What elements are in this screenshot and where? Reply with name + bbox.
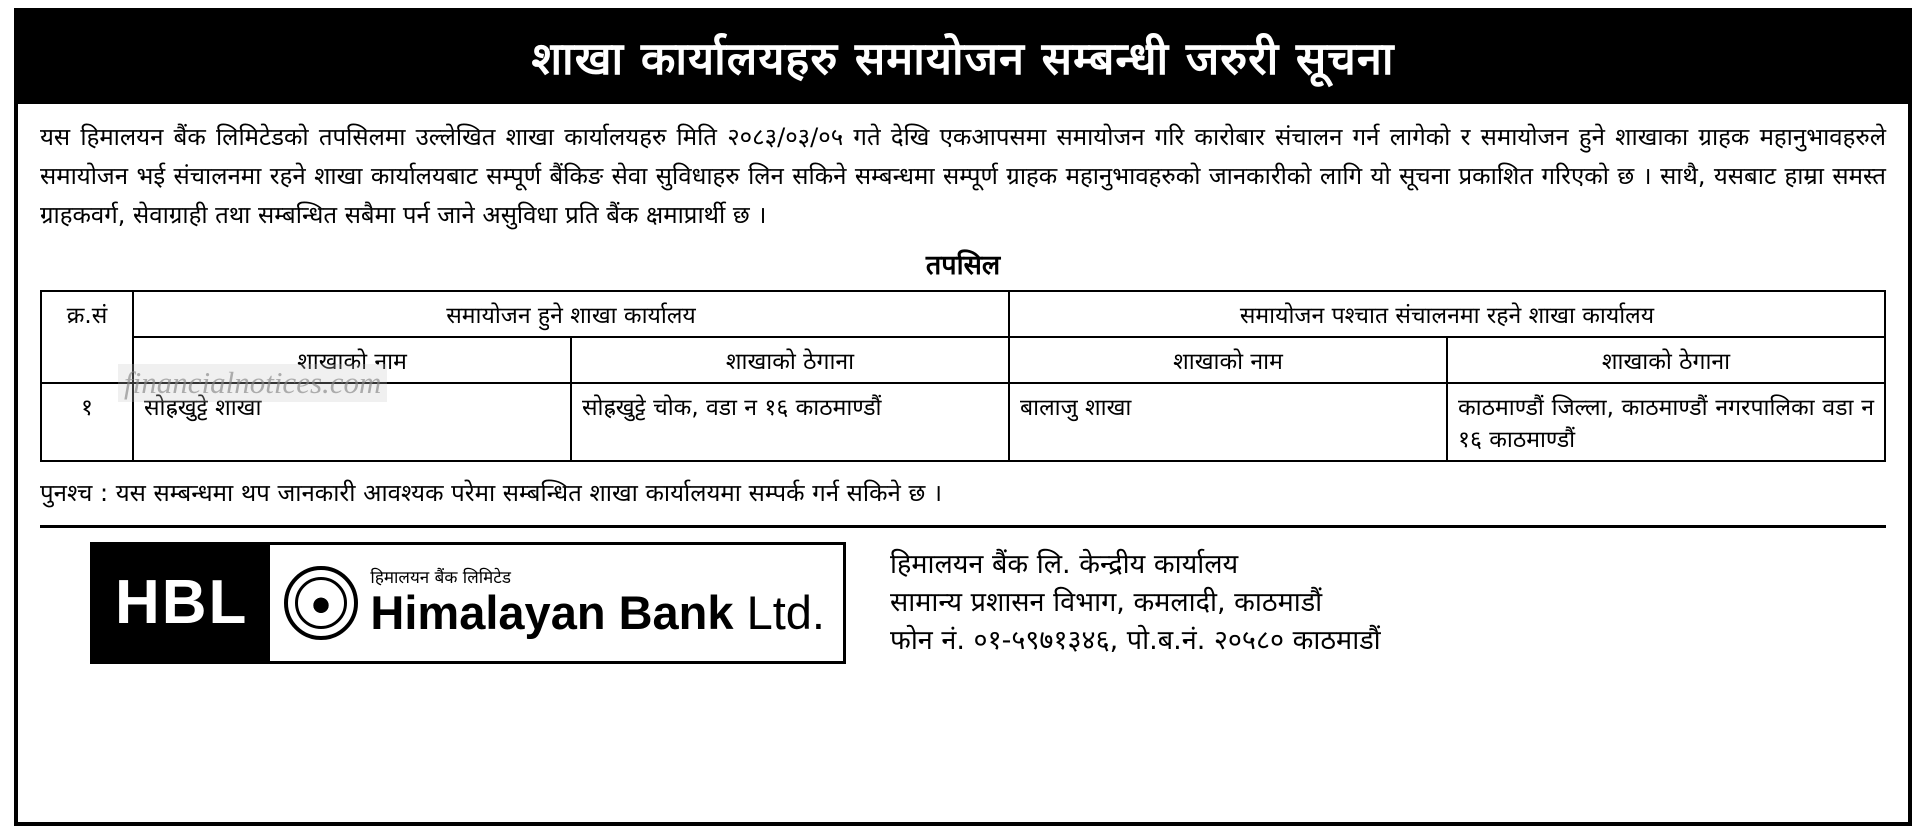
watermark: financialnotices.com bbox=[118, 364, 387, 402]
table-group-header-row bbox=[41, 291, 1885, 337]
header-serial-number: क्र.सं bbox=[41, 291, 133, 383]
header-merging-branch: समायोजन हुने शाखा कार्यालय bbox=[133, 291, 1009, 337]
head-office-address bbox=[890, 546, 1381, 659]
address-line-1: हिमालयन बैंक लि. केन्द्रीय कार्यालय bbox=[890, 548, 1239, 580]
cell-branch-name-2: बालाजु शाखा bbox=[1009, 383, 1447, 461]
notice-frame bbox=[14, 8, 1912, 826]
table-row bbox=[41, 383, 1885, 461]
notice-body bbox=[18, 104, 1908, 664]
cell-branch-address-2: काठमाण्डौं जिल्ला, काठमाण्डौं नगरपालिका वडा न १६ काठमाण्डौं bbox=[1447, 383, 1885, 461]
header-branch-address-1: शाखाको ठेगाना bbox=[571, 337, 1009, 383]
header-branch-address-2: शाखाको ठेगाना bbox=[1447, 337, 1885, 383]
page-title: शाखा कार्यालयहरु समायोजन सम्बन्धी जरुरी सूचना bbox=[531, 31, 1395, 85]
bank-logo-abbr: HBL bbox=[93, 545, 270, 661]
header-branch-name-2: शाखाको नाम bbox=[1009, 337, 1447, 383]
schedule-subtitle: तपसिल bbox=[925, 249, 1001, 281]
cell-branch-name-1: सोह्रखुट्टे शाखा bbox=[133, 383, 571, 461]
table-sub-header-row bbox=[41, 337, 1885, 383]
header-branch-name-1: शाखाको नाम bbox=[133, 337, 571, 383]
bank-logo-words bbox=[370, 567, 825, 640]
bank-name-nepali: हिमालयन बैंक लिमिटेड bbox=[370, 567, 511, 588]
bank-name-english-suffix: Ltd. bbox=[746, 586, 825, 640]
cell-branch-address-1: सोह्रखुट्टे चोक, वडा न १६ काठमाण्डौं bbox=[571, 383, 1009, 461]
bank-seal-icon bbox=[284, 566, 358, 640]
notice-paragraph: यस हिमालयन बैंक लिमिटेडको तपसिलमा उल्लेखित शाखा कार्यालयहरु मिति २०८३/०३/०५ गते देखि एकआपसमा समायोजन गरि कारोबार संचालन गर्न लागेको र समायोजन हुने शाखाका ग्राहक महानुभावहरुले समायोजन भई संचालनमा रहने शाखा कार्यालयबाट सम्पूर्ण बैंकिङ सेवा सुविधाहरु लिन सकिने सम्बन्धमा सम्पूर्ण ग्राहक महानुभावहरुको जानकारीको लागि यो सूचना प्रकाशित गरिएको छ । साथै, यसबाट हाम्रा समस्त ग्राहकवर्ग, सेवाग्राही तथा सम्बन्धित सबैमा पर्न जाने असुविधा प्रति बैंक क्षमाप्रार्थी छ । bbox=[40, 123, 1886, 229]
branch-merger-table bbox=[40, 290, 1886, 462]
header-remaining-branch: समायोजन पश्चात संचालनमा रहने शाखा कार्यालय bbox=[1009, 291, 1885, 337]
notice-footer bbox=[40, 528, 1886, 664]
bank-name-english-main: Himalayan Bank bbox=[370, 586, 734, 640]
bank-name-english bbox=[370, 586, 825, 640]
bank-logo bbox=[90, 542, 846, 664]
notice-title-bar bbox=[18, 12, 1908, 104]
address-line-2: सामान्य प्रशासन विभाग, कमलादी, काठमाडौं bbox=[890, 586, 1323, 618]
bank-logo-name-block bbox=[270, 545, 843, 661]
address-line-3: फोन नं. ०१-५९७१३४६, पो.ब.नं. २०५८० काठमाडौं bbox=[890, 624, 1381, 656]
notice-footnote: पुनश्च : यस सम्बन्धमा थप जानकारी आवश्यक परेमा सम्बन्धित शाखा कार्यालयमा सम्पर्क गर्न सकिने छ । bbox=[40, 478, 943, 507]
cell-serial-number: १ bbox=[41, 383, 133, 461]
